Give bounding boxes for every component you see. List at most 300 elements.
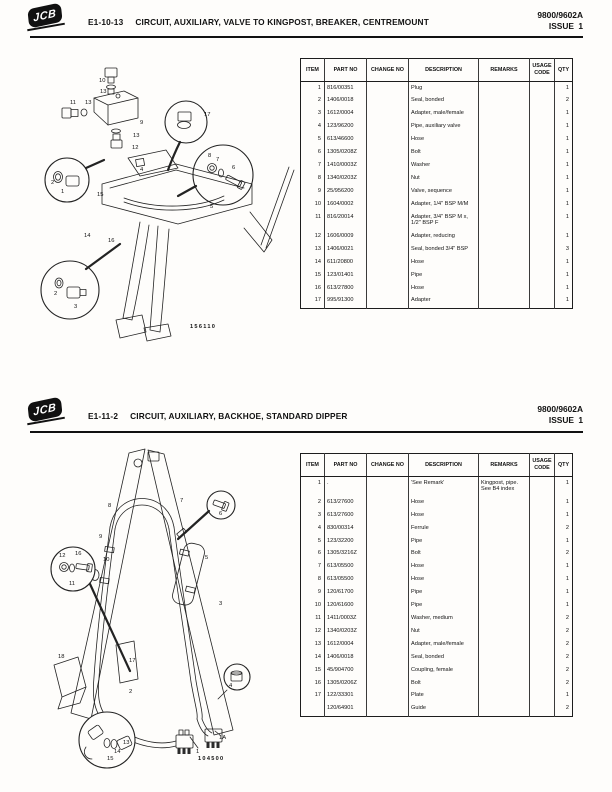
detail-balloon-2-3 [41,261,99,319]
cell: Hose [409,574,479,587]
cell: 122/33301 [325,690,367,703]
callout-13: 13 [100,89,107,95]
section1-title-text: CIRCUIT, AUXILIARY, VALVE TO KINGPOST, BREAKER, CENTREMOUNT [135,17,429,27]
cell: 1 [555,147,573,160]
cell: 1606/0009 [325,230,367,243]
table-row [301,230,573,243]
cell: 1305/0208Z [325,147,367,160]
cell [367,561,409,574]
callout-2: 2 [54,291,58,297]
dipper-arm [71,449,233,735]
table-row [301,269,573,282]
cell: Adapter [409,295,479,308]
cell: 9 [317,589,321,596]
cell: 1 [555,690,573,703]
callout-16: 16 [108,238,115,244]
table-row [301,600,573,613]
section2-divider [30,431,583,433]
cell: 11 [315,614,321,621]
backhoe-dipper-diagram [28,447,298,792]
cell [479,600,530,613]
cell [367,477,409,497]
cell: 1410/0003Z [325,159,367,172]
cell [530,522,555,535]
cell [479,147,530,160]
table-row [301,522,573,535]
cell [530,269,555,282]
callout-17: 17 [204,112,211,118]
cell: 830/00314 [325,522,367,535]
cell [530,185,555,198]
cell [367,198,409,211]
cell [479,243,530,256]
column-header: DESCRIPTION [409,454,479,477]
section1-issue: ISSUE 1 [548,21,583,31]
cell [530,256,555,269]
cell [530,295,555,308]
section2-title [88,411,348,421]
callout-10: 10 [99,78,106,84]
cell [367,638,409,651]
cell: Hose [409,496,479,509]
cell [367,134,409,147]
cell [530,638,555,651]
cell: 3 [555,243,573,256]
cell [479,172,530,185]
table-row [301,243,573,256]
table-row [301,282,573,295]
cell: 17 [314,297,321,304]
cell [367,121,409,134]
cell [530,612,555,625]
cell: 120/61700 [325,587,367,600]
cell: Plug [409,82,479,95]
section2-title-text: CIRCUIT, AUXILIARY, BACKHOE, STANDARD DIPPER [130,411,348,421]
cell: 2 [555,651,573,664]
cell: Hose [409,134,479,147]
section1-title [88,17,429,27]
callout-13: 13 [123,740,130,746]
table-row [301,95,573,108]
cell: 123/32200 [325,535,367,548]
section2-doc-number: 9800/9602A [537,404,583,414]
callout-8: 8 [108,503,112,509]
cell [367,522,409,535]
table-row [301,172,573,185]
callout-7: 7 [216,157,220,163]
table-row [301,159,573,172]
cell [479,522,530,535]
table-row [301,574,573,587]
cell [479,134,530,147]
table-row [301,108,573,121]
cell [479,561,530,574]
cell: 45/904700 [325,664,367,677]
parts-table-1 [300,58,573,309]
cell: 611/20800 [325,256,367,269]
cell: 1 [555,535,573,548]
column-header: ITEM [301,59,325,82]
table-row [301,121,573,134]
cell: Pipe [409,587,479,600]
cell [479,108,530,121]
callout-9: 9 [140,120,144,126]
cell [367,509,409,522]
section1-docinfo [537,10,583,32]
table-row [301,509,573,522]
cell [479,295,530,308]
callout-16: 16 [75,551,82,557]
cell: 1340/0203Z [325,172,367,185]
section1-code: E1-10-13 [88,17,124,27]
cell [367,600,409,613]
cell [530,600,555,613]
cell: Ferrule [409,522,479,535]
table-row [301,587,573,600]
cell [479,703,530,716]
cell [367,664,409,677]
cell: 17 [314,692,321,699]
cell: 2 [317,498,321,505]
cell: 2 [555,638,573,651]
cell: 3 [317,110,321,117]
cell: 1406/0018 [325,651,367,664]
cell [367,703,409,716]
cell [479,211,530,230]
cell: 14 [314,258,321,265]
callout-17: 17 [129,658,136,664]
cell: 12 [314,627,321,634]
table-row [301,477,573,497]
cell: Bolt [409,677,479,690]
table-row [301,295,573,308]
table-row [301,134,573,147]
parts-table-2 [300,453,573,717]
cell [367,535,409,548]
cell: 14 [314,653,321,660]
callout-4: 4 [229,683,233,689]
callout-13: 13 [133,133,140,139]
cell [367,211,409,230]
cell: Valve, sequence [409,185,479,198]
cell [479,496,530,509]
figure-number: 104500 [198,756,225,762]
callout-12: 12 [59,553,66,559]
cell [367,243,409,256]
cell [530,172,555,185]
cell [530,282,555,295]
cell: 8 [317,576,321,583]
callout-1: 1 [61,189,65,195]
cell: Adapter, male/female [409,638,479,651]
cell [367,625,409,638]
cell: 3 [317,511,321,518]
cell: 6 [317,550,321,557]
callout-5: 5 [210,204,214,210]
cell [479,185,530,198]
column-header: USAGE CODE [530,454,555,477]
cell: 16 [314,679,321,686]
bracket-18 [54,657,86,709]
column-header: REMARKS [479,454,530,477]
table-row [301,703,573,716]
callout-3: 3 [219,601,223,607]
cell: 1 [317,479,321,486]
cell [367,295,409,308]
cell: 2 [555,625,573,638]
cell [367,587,409,600]
cell: Pipe [409,535,479,548]
cell [479,651,530,664]
section1-doc-number: 9800/9602A [537,10,583,20]
callout-10: 10 [103,557,110,563]
cell: 2 [555,664,573,677]
cell [301,703,325,716]
cell: Adapter, male/female [409,108,479,121]
cell: 613/05500 [325,574,367,587]
cell [479,664,530,677]
column-header: QTY [555,454,573,477]
cell: Hose [409,561,479,574]
cell: 4 [317,524,321,531]
cell [367,677,409,690]
cell: 1612/0004 [325,108,367,121]
cell: 2 [555,703,573,716]
cell: 10 [314,200,321,207]
cell: 12 [314,232,321,239]
cell: 1 [555,295,573,308]
adapter-12-part [111,134,122,148]
cell: Bolt [409,147,479,160]
cell: 1 [555,198,573,211]
cell: Pipe [409,269,479,282]
cell: 1 [555,230,573,243]
cell [530,664,555,677]
table-row [301,625,573,638]
cell [367,548,409,561]
cell [479,677,530,690]
cell [530,587,555,600]
cell [479,690,530,703]
cell: 7 [317,161,321,168]
cell: Pipe [409,600,479,613]
cell [530,677,555,690]
adapter-10-part [105,68,117,83]
section1-divider [30,36,583,38]
cell [530,690,555,703]
table-row [301,677,573,690]
cell: Washer [409,159,479,172]
cell [367,230,409,243]
table-row [301,198,573,211]
cell: 1 [555,159,573,172]
cell [367,612,409,625]
cell: Seal, bonded [409,651,479,664]
seal-13-part [112,129,121,133]
cell [367,159,409,172]
cell [530,134,555,147]
cell [530,243,555,256]
cell [367,690,409,703]
table-row [301,548,573,561]
header-row [301,59,573,82]
cell: Adapter, reducing [409,230,479,243]
cell [530,509,555,522]
cell [530,198,555,211]
cell [479,230,530,243]
jcb-logo-text: JCB [33,400,57,419]
cell [479,159,530,172]
callout-5: 5 [205,555,209,561]
cell: 1 [555,574,573,587]
cell: 9 [317,187,321,194]
cell: 2 [555,677,573,690]
cell [367,651,409,664]
cell: 1 [555,82,573,95]
cell: Guide [409,703,479,716]
cell [479,282,530,295]
cell [479,256,530,269]
cell [479,269,530,282]
callout-8: 8 [208,153,212,159]
cell [530,561,555,574]
cell: Plate [409,690,479,703]
cell: 613/27600 [325,496,367,509]
cell [479,82,530,95]
cell [367,282,409,295]
cell [479,625,530,638]
section2-docinfo [537,404,583,426]
callout-14: 14 [114,749,121,755]
cell [367,108,409,121]
cell: 6 [317,149,321,156]
column-header: ITEM [301,454,325,477]
cell [479,535,530,548]
cell [479,198,530,211]
cell: 1340/0203Z [325,625,367,638]
cell [530,651,555,664]
callout-6: 6 [219,511,223,517]
cell [367,95,409,108]
callout-11: 11 [69,581,76,587]
cell [530,574,555,587]
cell: Adapter, 3/4" BSP M x, 1/2" BSP F [409,211,479,230]
cell: 120/64901 [325,703,367,716]
cell: 1 [555,269,573,282]
detail-balloon-4 [224,664,250,690]
cell: 11 [315,213,321,220]
cell: 1 [555,172,573,185]
column-header: CHANGE NO [367,454,409,477]
table-row [301,664,573,677]
cell: Seal, bonded 3/4" BSP [409,243,479,256]
cell: 1 [555,509,573,522]
figure-number: 156110 [190,324,217,330]
cell [530,496,555,509]
cell [530,159,555,172]
callout-15: 15 [107,756,114,762]
cell: 1 [555,587,573,600]
section2-diagram [28,447,298,792]
cell: 613/27600 [325,509,367,522]
cell [367,256,409,269]
callout-2: 2 [51,180,55,186]
cell: Seal, bonded [409,95,479,108]
cell: 4 [317,123,321,130]
table-row [301,690,573,703]
cell [530,147,555,160]
cell: Nut [409,172,479,185]
cell: 613/46600 [325,134,367,147]
cell: 1 [555,477,573,497]
cell: 613/05500 [325,561,367,574]
adapter-11-part [62,108,78,118]
table-row [301,651,573,664]
cell: Kingpost, pipe. See B4 index [479,477,530,497]
jcb-logo [27,398,67,424]
cell: 2 [555,95,573,108]
table-row [301,496,573,509]
cell [367,185,409,198]
cell: 2 [555,522,573,535]
column-header: DESCRIPTION [409,59,479,82]
callout-7: 7 [180,498,184,504]
cell [530,211,555,230]
cell [367,496,409,509]
cell [530,121,555,134]
cell: Hose [409,282,479,295]
column-header: USAGE CODE [530,59,555,82]
column-header: REMARKS [479,59,530,82]
cell [530,95,555,108]
cell [367,269,409,282]
cell: 8 [317,174,321,181]
cell: Hose [409,256,479,269]
seal-13-part [107,85,116,89]
cell: 1612/0004 [325,638,367,651]
cell [479,121,530,134]
cell: Coupling, female [409,664,479,677]
cell: 120/61600 [325,600,367,613]
cell [367,574,409,587]
jcb-logo-text: JCB [33,6,57,25]
cell: 1 [555,600,573,613]
cell: 816/00351 [325,82,367,95]
cell [479,587,530,600]
cell: Adapter, 1/4" BSP M/M [409,198,479,211]
hose-clamp [105,546,115,552]
sequence-valve-9-part [94,91,138,125]
cell [479,574,530,587]
table-row [301,147,573,160]
callout-3: 3 [74,304,78,310]
column-header: PART NO [325,454,367,477]
table-row [301,211,573,230]
cell: 15 [314,271,321,278]
table-row [301,638,573,651]
cell: 1 [555,282,573,295]
cell: Nut [409,625,479,638]
section2-issue: ISSUE 1 [548,415,583,425]
cell: 1 [317,84,321,91]
cell: 7 [317,563,321,570]
cell: Washer, medium [409,612,479,625]
cell: 2 [555,548,573,561]
section2-code: E1-11-2 [88,411,119,421]
cell: 1 [555,185,573,198]
cell: 1406/0018 [325,95,367,108]
cell: 1 [555,496,573,509]
